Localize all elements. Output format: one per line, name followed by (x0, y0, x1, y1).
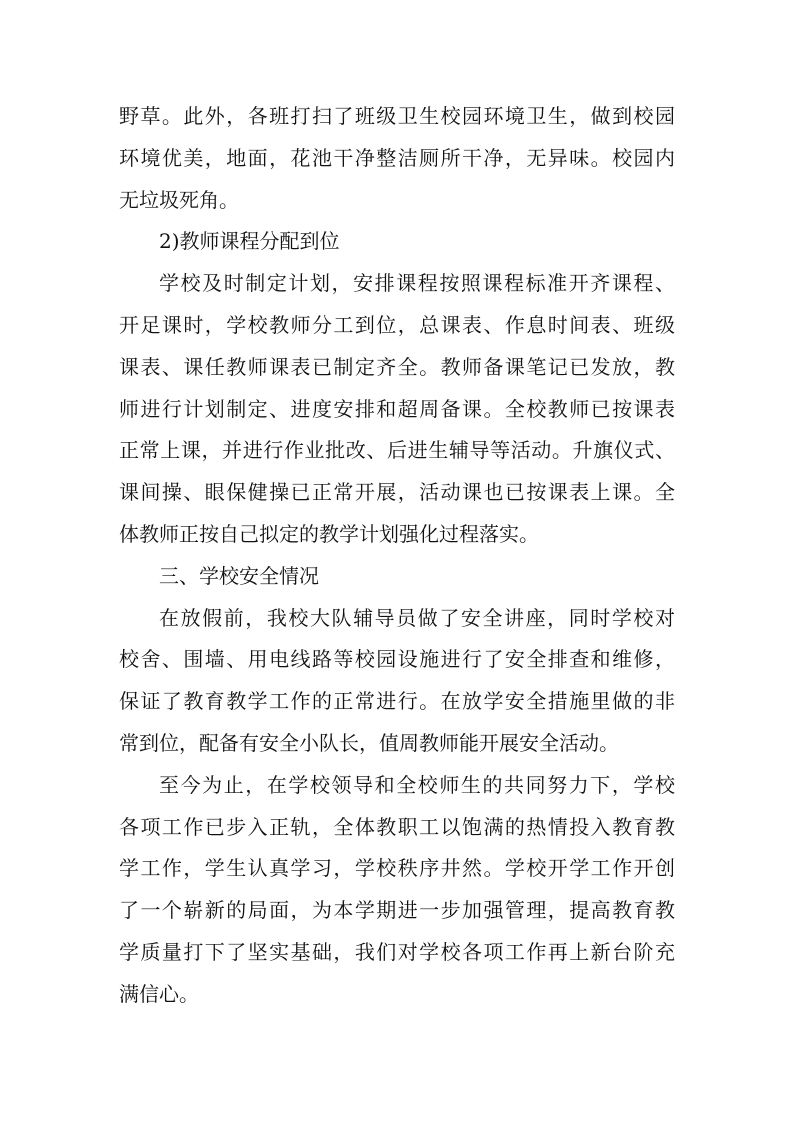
text-line: 学校及时制定计划，安排课程按照课程标准开齐课程、 (159, 271, 675, 296)
document-body (119, 96, 675, 1016)
text-line: 在放假前，我校大队辅导员做了安全讲座，同时学校对 (159, 605, 675, 630)
text-line: 各项工作已步入正轨，全体教职工以饱满的热情投入教育教 (119, 814, 675, 839)
text-line: 体教师正按自己拟定的教学计划强化过程落实。 (119, 521, 539, 546)
text-line: 常到位，配备有安全小队长，值周教师能开展安全活动。 (119, 730, 619, 755)
section-heading: 2)教师课程分配到位 (159, 229, 340, 254)
text-line: 环境优美，地面，花池干净整洁厕所干净，无异味。校园内 (119, 145, 675, 170)
text-line: 课表、课任教师课表已制定齐全。教师备课笔记已发放，教 (119, 354, 675, 379)
section-heading: 三、学校安全情况 (159, 563, 319, 588)
paragraph-courses (119, 263, 675, 556)
text-line: 课间操、眼保健操已正常开展，活动课也已按课表上课。全 (119, 480, 675, 505)
text-line: 学质量打下了坚实基础，我们对学校各项工作再上新台阶充 (119, 939, 675, 964)
paragraph-environment (119, 96, 675, 221)
heading-school-safety (119, 556, 675, 598)
text-line: 开足课时，学校教师分工到位，总课表、作息时间表、班级 (119, 312, 675, 337)
text-line: 保证了教育教学工作的正常进行。在放学安全措施里做的非 (119, 689, 675, 714)
text-line: 正常上课，并进行作业批改、后进生辅导等活动。升旗仪式、 (119, 438, 675, 463)
text-line: 师进行计划制定、进度安排和超周备课。全校教师已按课表 (119, 396, 675, 421)
text-line: 学工作，学生认真学习，学校秩序井然。学校开学工作开创 (119, 856, 675, 881)
text-line: 至今为止，在学校领导和全校师生的共同努力下，学校 (159, 772, 675, 797)
paragraph-safety (119, 598, 675, 765)
text-line: 野草。此外，各班打扫了班级卫生校园环境卫生，做到校园 (119, 104, 675, 128)
text-line: 校舍、围墙、用电线路等校园设施进行了安全排查和维修， (119, 647, 675, 672)
heading-teacher-courses (119, 221, 675, 263)
text-line: 满信心。 (119, 981, 199, 1006)
paragraph-conclusion (119, 765, 675, 1016)
text-line: 无垃圾死角。 (119, 187, 239, 212)
text-line: 了一个崭新的局面，为本学期进一步加强管理，提高教育教 (119, 898, 675, 923)
